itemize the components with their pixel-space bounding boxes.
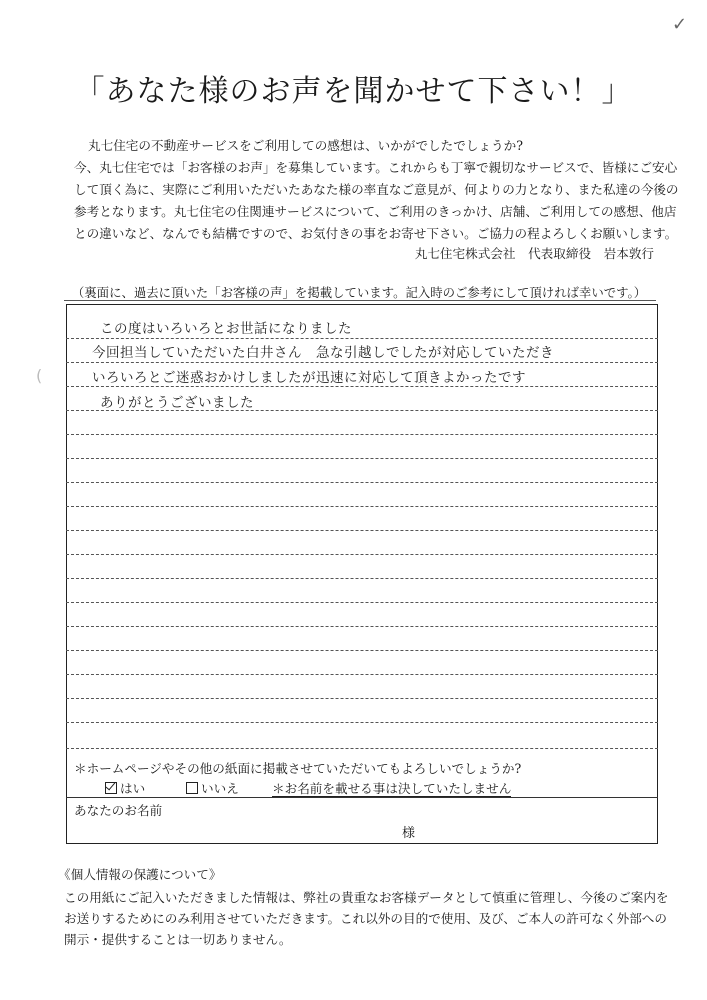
ruled-line bbox=[66, 386, 658, 387]
name-not-published-note bbox=[272, 778, 511, 797]
note-underline bbox=[64, 300, 656, 301]
check-mark-icon: ✓ bbox=[672, 14, 688, 35]
ruled-line bbox=[66, 650, 658, 651]
privacy-line: この用紙にご記入いただきました情報は、弊社の貴重なお客様データとして慎重に管理し、今後のご案内を bbox=[64, 890, 669, 905]
name-field-label: あなたのお名前 bbox=[74, 803, 163, 818]
handwritten-comment-line: いろいろとご迷惑おかけしましたが迅速に対応して頂きよかったです bbox=[92, 370, 526, 386]
intro-text bbox=[74, 135, 679, 245]
ruled-line bbox=[66, 674, 658, 675]
ruled-line bbox=[66, 554, 658, 555]
handwritten-comment-line: ありがとうございました bbox=[100, 395, 254, 411]
consent-yes-label: はい bbox=[120, 781, 146, 796]
company-signature: 丸七住宅株式会社 代表取締役 岩本敦行 bbox=[414, 246, 654, 261]
ruled-line bbox=[66, 530, 658, 531]
checkbox-checked[interactable] bbox=[105, 782, 117, 794]
intro-line: 参考となります。丸七住宅の住関連サービスについて、ご利用のきっかけ、店舗、ご利用しての感想、他店 bbox=[74, 204, 677, 219]
privacy-heading: 《個人情報の保護について》 bbox=[58, 867, 222, 882]
ruled-line bbox=[66, 506, 658, 507]
consent-no-label: いいえ bbox=[201, 781, 239, 796]
ruled-line bbox=[66, 698, 658, 699]
name-suffix: 様 bbox=[402, 826, 416, 841]
ruled-line bbox=[66, 434, 658, 435]
privacy-text bbox=[64, 887, 669, 950]
ruled-line bbox=[66, 458, 658, 459]
intro-line: して頂く為に、実際にご利用いただいたあなた様の率直なご意見が、何よりの力となり、また私達の今後の bbox=[74, 182, 679, 197]
ruled-line bbox=[66, 482, 658, 483]
ruled-line bbox=[66, 602, 658, 603]
consent-no-option[interactable] bbox=[186, 778, 239, 797]
handwritten-comment-line: 今回担当していただいた白井さん 急な引越しでしたが対応していただき bbox=[92, 345, 554, 361]
privacy-line: 開示・提供することは一切ありません。 bbox=[64, 932, 292, 947]
reference-note: （裏面に、過去に頂いた「お客様の声」を掲載しています。記入時のご参考にして頂ければ幸いです。） bbox=[71, 285, 647, 300]
intro-line: との違いなど、なんでも結構ですので、お気付きの事をお寄せ下さい。ご協力の程よろしくお願いします。 bbox=[74, 226, 678, 241]
name-section-divider bbox=[66, 797, 658, 798]
margin-bracket-mark: ( bbox=[36, 366, 43, 385]
ruled-line bbox=[66, 722, 658, 723]
consent-yes-option[interactable] bbox=[105, 778, 145, 797]
ruled-line bbox=[66, 362, 658, 363]
handwritten-comment-line: この度はいろいろとお世話になりました bbox=[100, 321, 352, 337]
intro-line: 今、丸七住宅では「お客様のお声」を募集しています。これからも丁寧で親切なサービスで、皆様にご安心 bbox=[74, 160, 678, 175]
privacy-line: お送りするためにのみ利用させていただきます。これ以外の目的で使用、及び、ご本人の許可なく外部への bbox=[64, 911, 667, 926]
intro-line: 丸七住宅の不動産サービスをご利用しての感想は、いかがでしたでしょうか? bbox=[88, 138, 523, 153]
ruled-line bbox=[66, 626, 658, 627]
publish-consent-question: ＊ホームページやその他の紙面に掲載させていただいてもよろしいでしょうか? bbox=[74, 761, 522, 776]
ruled-line bbox=[66, 338, 658, 339]
ruled-line bbox=[66, 748, 658, 749]
checkbox-unchecked[interactable] bbox=[186, 782, 198, 794]
name-not-published-text: ＊お名前を載せる事は決していたしません bbox=[272, 781, 512, 796]
ruled-line bbox=[66, 578, 658, 579]
page-title: 「あなた様のお声を聞かせて下さい！」 bbox=[74, 74, 633, 109]
